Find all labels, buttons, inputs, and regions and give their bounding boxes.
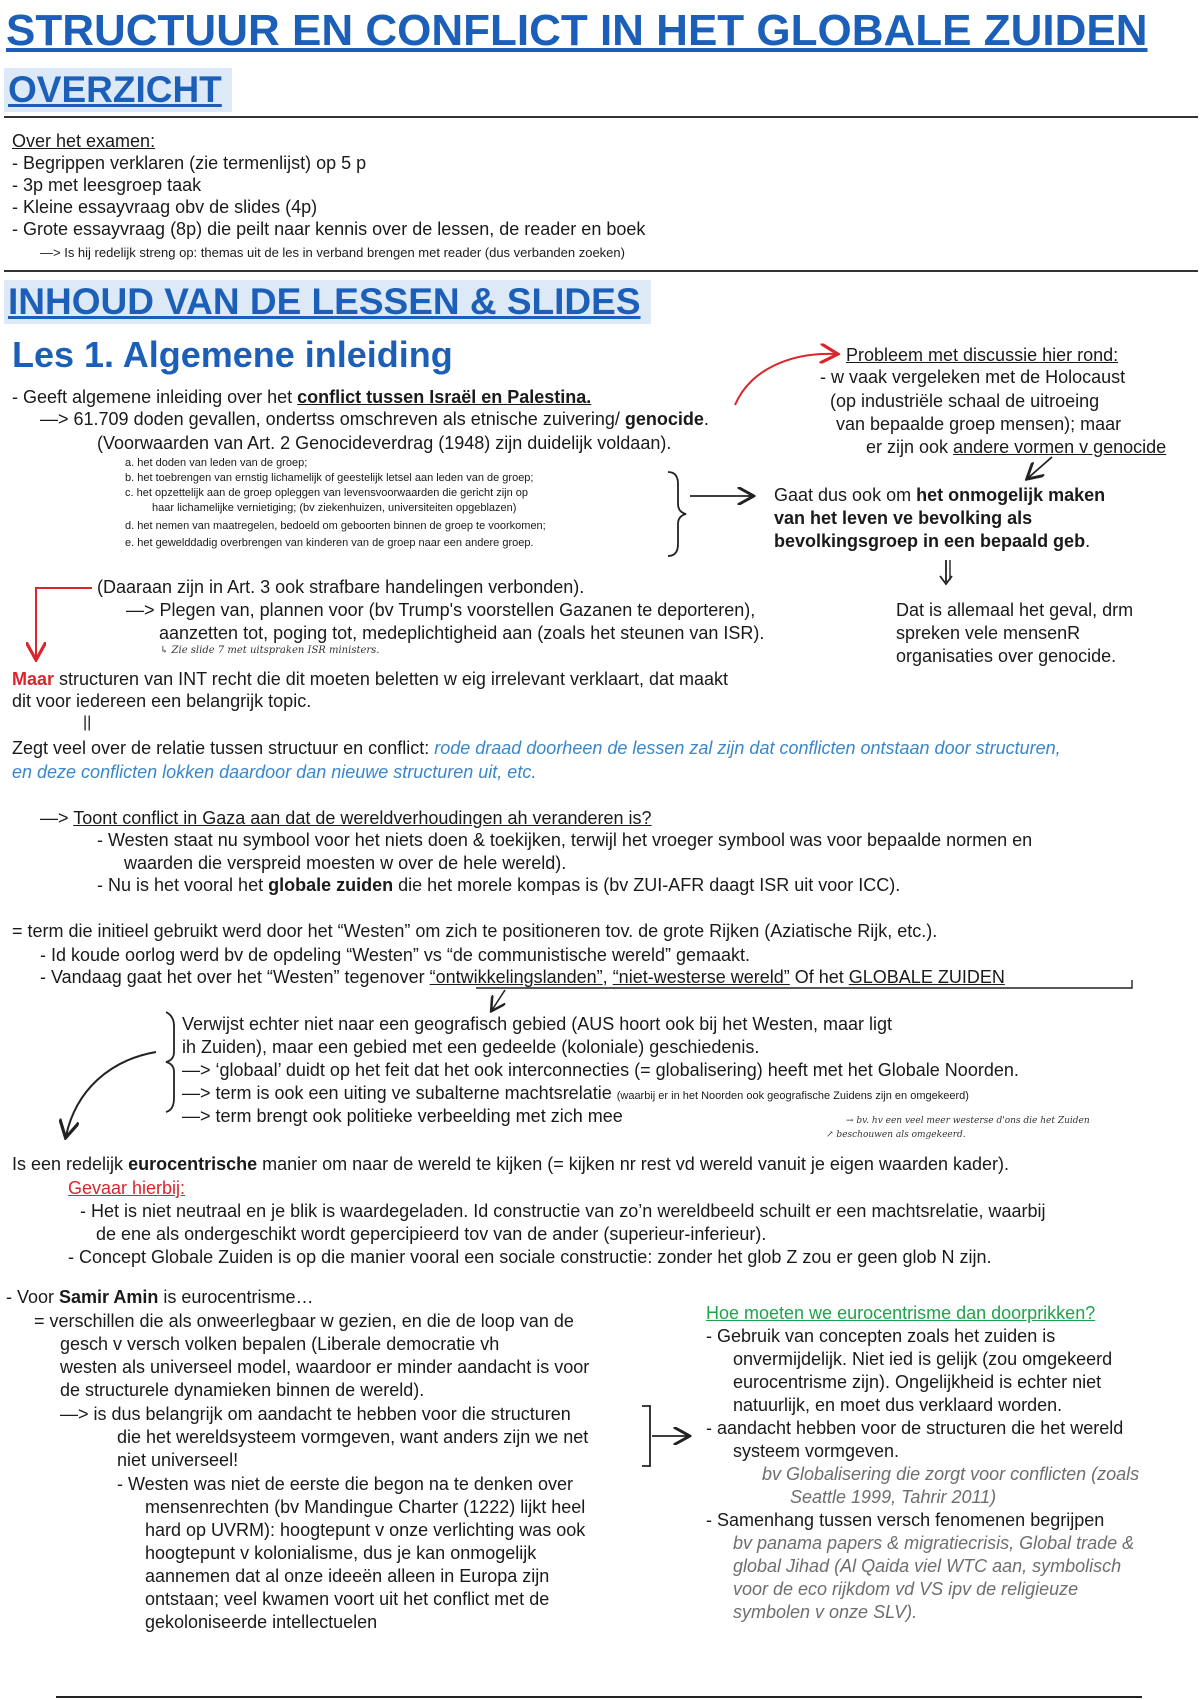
- pointer-arrow: [492, 990, 505, 1010]
- verwijst-line: Verwijst echter niet naar een geografisch gebied (AUS hoort ook bij het Westen, maar ligt: [182, 1014, 893, 1034]
- exam-item: - Begrippen verklaren (zie termenlijst) op 5 p: [12, 153, 367, 173]
- gaza-emphasis: globale zuiden: [268, 875, 394, 895]
- pierce-line: - Gebruik van concepten zoals het zuiden is: [706, 1326, 1056, 1346]
- pierce-example: Seattle 1999, Tahrir 2011): [790, 1487, 997, 1507]
- pierce-line: onvermijdelijk. Niet ied is gelijk (zou omgekeerd: [733, 1349, 1113, 1369]
- pierce-line: - Samenhang tussen versch fenomenen begrijpen: [706, 1510, 1105, 1530]
- red-arrow: [36, 588, 92, 658]
- section-inhoud: INHOUD VAN DE LESSEN & SLIDES: [4, 280, 651, 324]
- zegt-note: rode draad doorheen de lessen zal zijn dat conflicten ontstaan door structuren,: [434, 738, 1061, 758]
- maar-emphasis: Maar: [12, 669, 55, 689]
- impossible-emphasis: bevolkingsgroep in een bepaald geb: [774, 531, 1086, 551]
- maar-line: dit voor iedereen een belangrijk topic.: [12, 691, 312, 711]
- problem-line: (op industriële schaal de uitroeing: [830, 391, 1100, 411]
- pierce-example: bv Globalisering die zorgt voor conflicten (zoals: [762, 1464, 1140, 1484]
- term-sep: ,: [602, 967, 613, 987]
- amin-text: - Voor: [6, 1287, 60, 1307]
- problem-text: er zijn ook: [866, 437, 954, 457]
- amin-line: die het wereldsysteem vormgeven, want anders zijn we net: [117, 1427, 589, 1447]
- verwijst-text: —> term is ook een uiting ve subalterne machtsrelatie: [182, 1083, 617, 1103]
- euro-text: manier om naar de wereld te kijken (= kijken nr rest vd wereld vanuit je eigen waarden kader).: [257, 1154, 1009, 1174]
- art3-line: (Daaraan zijn in Art. 3 ook strafbare handelingen verbonden).: [97, 577, 585, 597]
- art2-item: a. het doden van leden van de groep;: [125, 457, 308, 469]
- art2-item: e. het gewelddadig overbrengen van kinderen van de groep naar een andere groep.: [125, 537, 534, 549]
- zegt-text: Zegt veel over de relatie tussen structuur en conflict:: [12, 738, 435, 758]
- amin-line: gekoloniseerde intellectuelen: [145, 1612, 378, 1632]
- brace: [668, 472, 686, 556]
- amin-line: de structurele dynamieken binnen de wereld).: [60, 1380, 425, 1400]
- deaths-text: —> 61.709 doden gevallen, ondertss omschreven als etnische zuivering/: [40, 409, 625, 429]
- samir-amin: Samir Amin: [59, 1287, 159, 1307]
- art2-line: (Voorwaarden van Art. 2 Genocideverdrag (1948) zijn duidelijk voldaan).: [97, 433, 672, 453]
- amin-line: hoogtepunt v kolonialisme, dus je kan onmogelijk: [145, 1543, 537, 1563]
- term-globale-zuiden: GLOBALE ZUIDEN: [848, 967, 1005, 987]
- amin-line: gesch v versch volken bepalen (Liberale democratie vh: [60, 1334, 500, 1354]
- exam-heading: Over het examen:: [12, 131, 156, 151]
- maar-text: structuren van INT recht die dit moeten beletten w eig irrelevant verklaart, dat maakt: [54, 669, 729, 689]
- term-text: - Vandaag gaat het over het “Westen” tegenover: [40, 967, 430, 987]
- handwritten-note: → bv. hv een veel meer westerse d'ons die het Zuiden: [846, 1116, 1090, 1126]
- pierce-line: - aandacht hebben voor de structuren die het wereld: [706, 1418, 1124, 1438]
- pointer-arrow: [1028, 457, 1052, 478]
- lesson-title: Les 1. Algemene inleiding: [12, 334, 453, 375]
- gaza-line: waarden die verspreid moesten w over de hele wereld).: [124, 853, 567, 873]
- pierce-example: symbolen v onze SLV).: [733, 1602, 918, 1622]
- brace: [642, 1406, 650, 1466]
- amin-line: aannemen dat al onze ideeën alleen in Europa zijn: [145, 1566, 550, 1586]
- amin-line: = verschillen die als onweerlegbaar w gezien, en die de loop van de: [34, 1311, 574, 1331]
- intro-text: - Geeft algemene inleiding over het: [12, 387, 298, 407]
- art2-item: b. het toebrengen van ernstig lichamelijk of geestelijk letsel aan leden van de groep;: [125, 472, 534, 484]
- amin-line: - Westen was niet de eerste die begon na te denken over: [117, 1474, 573, 1494]
- verwijst-line: —> ‘globaal’ duidt op het feit dat het ook interconnecties (= globalisering) heeft met het Globale Noorden.: [182, 1060, 1019, 1080]
- art2-item: d. het nemen van maatregelen, bedoeld om geboorten binnen de groep te voorkomen;: [125, 520, 546, 532]
- gaza-question-text: Toont conflict in Gaza aan dat de wereldverhoudingen ah veranderen is?: [73, 808, 652, 828]
- term-ontwikkelingslanden: “ontwikkelingslanden”: [429, 967, 603, 987]
- brace: [166, 1012, 174, 1112]
- verwijst-line: ih Zuiden), maar een gebied met een gedeelde (koloniale) geschiedenis.: [182, 1037, 760, 1057]
- gevaar-line: de ene als ondergeschikt wordt gepercipieerd tov van de ander (superieur-inferieur).: [96, 1224, 767, 1244]
- term-definition: = term die initieel gebruikt werd door het “Westen” om zich te positioneren tov. de grote Rijken (Aziatische Rijk, etc.).: [12, 921, 938, 941]
- arrow-text: —>: [40, 808, 74, 828]
- art3-line: aanzetten tot, poging tot, medeplichtigheid aan (zoals het steunen van ISR).: [159, 623, 765, 643]
- impossible-emphasis: het onmogelijk maken: [916, 485, 1106, 505]
- bracket: [476, 980, 1132, 988]
- art3-line: —> Plegen van, plannen voor (bv Trump's voorstellen Gazanen te deporteren),: [126, 600, 756, 620]
- impossible-period: .: [1085, 531, 1091, 551]
- term-niet-westers: “niet-westerse wereld”: [612, 967, 790, 987]
- verwijst-line: —> term brengt ook politieke verbeelding met zich mee: [182, 1106, 623, 1126]
- problem-line: van bepaalde groep mensen); maar: [836, 414, 1122, 434]
- art2-item: haar lichamelijke vernietiging; (bv ziekenhuizen, universiteiten opgeblazen): [152, 502, 517, 514]
- art2-item: c. het opzettelijk aan de groep opleggen van levensvoorwaarden die gericht zijn op: [125, 487, 528, 499]
- pierce-heading: Hoe moeten we eurocentrisme dan doorprikken?: [706, 1303, 1096, 1323]
- amin-line: mensenrechten (bv Mandingue Charter (1222) lijkt heel: [145, 1497, 586, 1517]
- exam-note: —> Is hij redelijk streng op: themas uit de les in verband brengen met reader (dus verbanden zoeken): [40, 245, 625, 260]
- curved-arrow: [66, 1052, 156, 1136]
- page-title: STRUCTUUR EN CONFLICT IN HET GLOBALE ZUIDEN: [6, 6, 1148, 55]
- genocide-term: genocide: [624, 409, 704, 429]
- gaza-line: - Westen staat nu symbool voor het niets doen & toekijken, terwijl het vroeger symbool was voor bepaalde normen en: [97, 830, 1033, 850]
- zegt-note: en deze conflicten lokken daardoor dan nieuwe structuren uit, etc.: [12, 762, 537, 782]
- deaths-period: .: [703, 409, 709, 429]
- amin-line: hard op UVRM): hoogtepunt v onze verlichting was ook: [145, 1520, 586, 1540]
- impossible-text: Gaat dus ook om: [774, 485, 917, 505]
- pierce-example: voor de eco rijkdom vd VS ipv de religieuze: [733, 1579, 1079, 1599]
- impossible-line: van het leven ve bevolking als: [774, 508, 1033, 528]
- intro-topic: conflict tussen Israël en Palestina.: [297, 387, 592, 407]
- case-line: Dat is allemaal het geval, drm: [896, 600, 1134, 620]
- amin-text: is eurocentrisme…: [158, 1287, 314, 1307]
- exam-item: - 3p met leesgroep taak: [12, 175, 202, 195]
- gevaar-heading: Gevaar hierbij:: [68, 1178, 186, 1198]
- other-genocide-forms: andere vormen v genocide: [953, 437, 1167, 457]
- gaza-text: - Nu is het vooral het: [97, 875, 269, 895]
- case-line: organisaties over genocide.: [896, 646, 1117, 666]
- euro-text: Is een redelijk: [12, 1154, 129, 1174]
- handwritten-note: ↗ beschouwen als omgekeerd.: [826, 1130, 966, 1140]
- pierce-line: eurocentrisme zijn). Ongelijkheid is echter niet: [733, 1372, 1102, 1392]
- case-line: spreken vele mensenR: [896, 623, 1081, 643]
- term-text: Of het: [789, 967, 849, 987]
- gevaar-line: - Concept Globale Zuiden is op die manier vooral een sociale constructie: zonder het glob Z zou er geen glob N zijn.: [68, 1247, 992, 1267]
- euro-emphasis: eurocentrische: [128, 1154, 258, 1174]
- term-line: - Id koude oorlog werd bv de opdeling “Westen” vs “de communistische wereld” gemaakt.: [40, 945, 751, 965]
- amin-line: westen als universeel model, waardoor er minder aandacht is voor: [60, 1357, 590, 1377]
- exam-item: - Grote essayvraag (8p) die peilt naar kennis over de lessen, de reader en boek: [12, 219, 646, 239]
- problem-heading: Probleem met discussie hier rond:: [846, 345, 1119, 365]
- pierce-example: bv panama papers & migratiecrisis, Global trade &: [733, 1533, 1135, 1553]
- gaza-text: die het morele kompas is (bv ZUI-AFR daagt ISR uit voor ICC).: [393, 875, 901, 895]
- pierce-example: global Jihad (Al Qaida viel WTC aan, symbolisch: [733, 1556, 1122, 1576]
- equivalence-mark: ||: [83, 714, 92, 731]
- amin-line: —> is dus belangrijk om aandacht te hebben voor die structuren: [60, 1404, 571, 1424]
- problem-line: - w vaak vergeleken met de Holocaust: [820, 367, 1126, 387]
- handwritten-note: ↳ Zie slide 7 met uitspraken ISR ministers.: [160, 645, 380, 656]
- gevaar-line: - Het is niet neutraal en je blik is waardegeladen. Id constructie van zo’n wereldbeeld schuilt er een machtsrelatie, waarbij: [80, 1201, 1046, 1221]
- pierce-line: systeem vormgeven.: [733, 1441, 900, 1461]
- section-overzicht: OVERZICHT: [4, 68, 232, 112]
- verwijst-small: (waarbij er in het Noorden ook geografische Zuidens zijn en omgekeerd): [616, 1090, 969, 1102]
- red-arrow: [735, 354, 836, 405]
- exam-item: - Kleine essayvraag obv de slides (4p): [12, 197, 318, 217]
- amin-line: niet universeel!: [117, 1450, 239, 1470]
- amin-line: ontstaan; veel kwamen voort uit het conflict met de: [145, 1589, 550, 1609]
- pierce-line: natuurlijk, en moet dus verklaard worden.: [733, 1395, 1063, 1415]
